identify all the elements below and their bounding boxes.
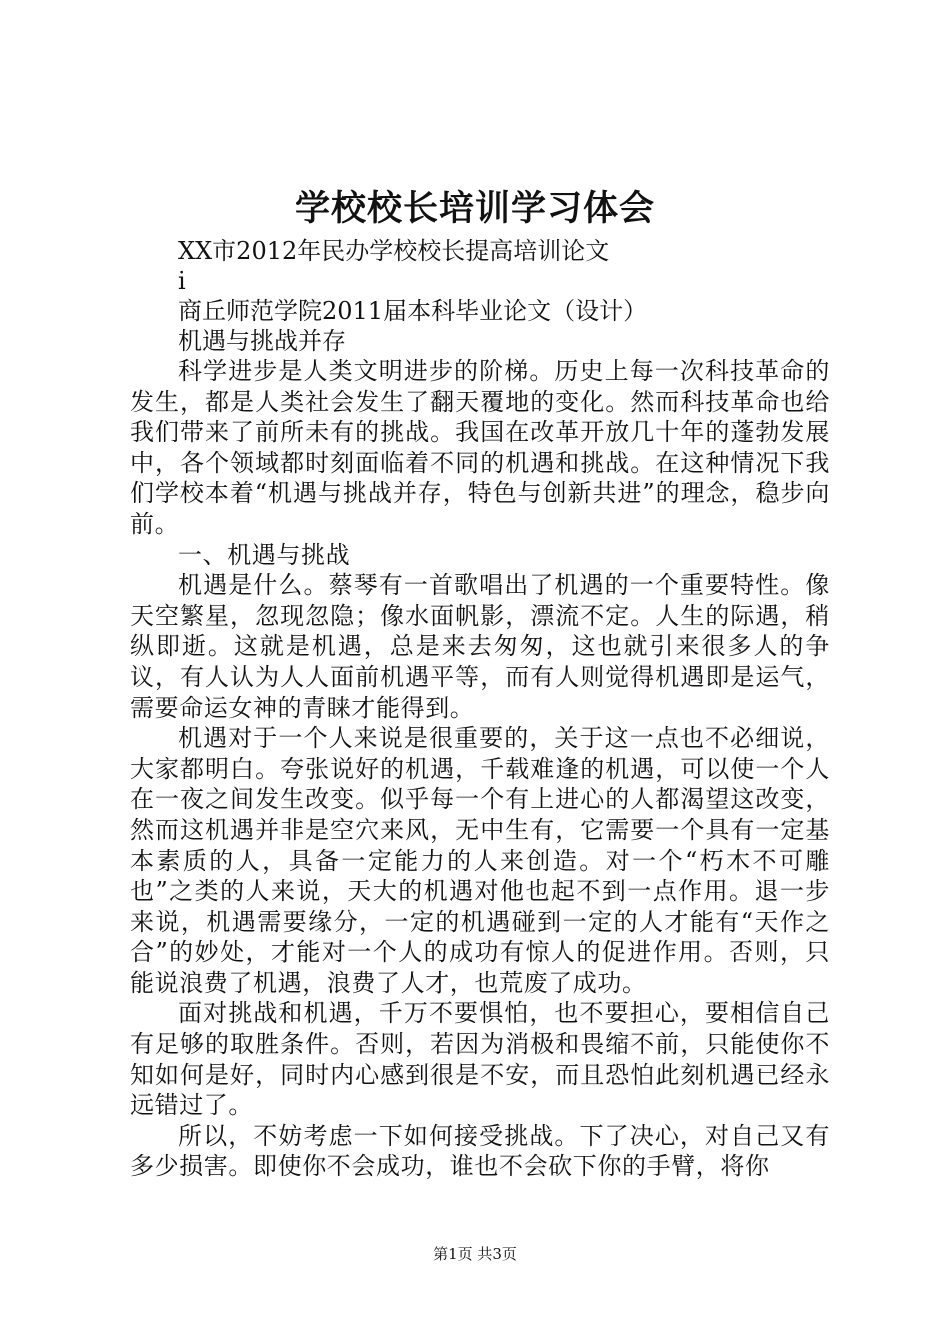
paragraph-facing-challenges: 面对挑战和机遇，千万不要惧怕，也不要担心，要相信自己有足够的取胜条件。否则，若因为消极和畏缩不前，只能使你不知如何是好，同时内心感到很是不安，而且恐怕此刻机遇已经永远错过了。 bbox=[130, 999, 830, 1120]
document-body bbox=[130, 236, 830, 1182]
meta-line-subtitle: 机遇与挑战并存 bbox=[178, 327, 346, 355]
paragraph-importance-of-opportunity: 机遇对于一个人来说是很重要的，关于这一点也不必细说，大家都明白。夸张说好的机遇，千载难逢的机遇，可以使一个人在一夜之间发生改变。似乎每一个有上进心的人都渴望这改变，然而这机遇并非是空穴来风，无中生有，它需要一个具有一定基本素质的人，具备一定能力的人来创造。对一个“朽木不可雕也”之类的人来说，天大的机遇对他也起不到一点作用。退一步来说，机遇需要缘分，一定的机遇碰到一定的人才能有“天作之合”的妙处，才能对一个人的成功有惊人的促进作用。否则，只能说浪费了机遇，浪费了人才，也荒废了成功。 bbox=[130, 724, 830, 997]
meta-line-i: i bbox=[178, 267, 186, 295]
meta-line-graduation-paper: 商丘师范学院2011届本科毕业论文（设计） bbox=[178, 297, 648, 325]
meta-line-training-paper: XX市2012年民办学校校长提高培训论文 bbox=[178, 237, 610, 265]
page-footer: 第1页 共3页 bbox=[433, 1245, 517, 1263]
paragraph-intro: 科学进步是人类文明进步的阶梯。历史上每一次科技革命的发生，都是人类社会发生了翻天覆地的变化。然而科技革命也给我们带来了前所未有的挑战。我国在改革开放几十年的蓬勃发展中，各个领域都时刻面临着不同的机遇和挑战。在这种情况下我们学校本着“机遇与挑战并存，特色与创新共进”的理念，稳步向前。 bbox=[130, 357, 830, 538]
document-title: 学校校长培训学习体会 bbox=[294, 188, 655, 229]
section-heading-1: 一、机遇与挑战 bbox=[178, 540, 351, 569]
paragraph-accept-challenge: 所以，不妨考虑一下如何接受挑战。下了决心，对自己又有多少损害。即使你不会成功，谁也不会砍下你的手臂，将你 bbox=[130, 1121, 830, 1181]
paragraph-what-is-opportunity: 机遇是什么。蔡琴有一首歌唱出了机遇的一个重要特性。像天空繁星，忽现忽隐；像水面帆影，漂流不定。人生的际遇，稍纵即逝。这就是机遇，总是来去匆匆，这也就引来很多人的争议，有人认为人人面前机遇平等，而有人则觉得机遇即是运气，需要命运女神的青睐才能得到。 bbox=[130, 571, 830, 722]
